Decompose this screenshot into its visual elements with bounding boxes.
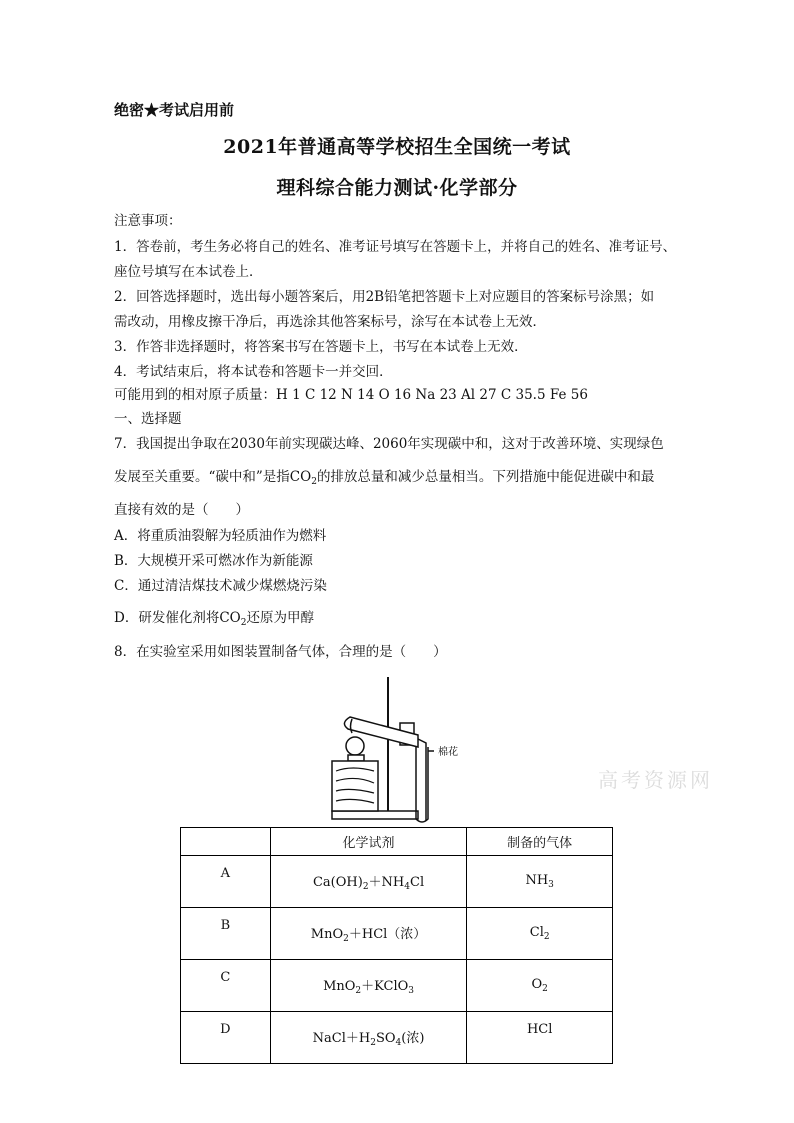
reagent-part: Ca(OH) xyxy=(312,875,363,890)
reagent-sub: 2 xyxy=(355,986,362,996)
atomic-masses: 可能用到的相对原子质量：H 1 C 12 N 14 O 16 Na 23 Al 27 C 35.5 Fe 56 xyxy=(114,387,588,403)
q8-stem: 8．在实验室采用如图装置制备气体，合理的是（ ） xyxy=(114,644,447,660)
gas-sub: 3 xyxy=(548,880,554,890)
reagent-part: Cl xyxy=(410,875,425,890)
reagent-part: SO xyxy=(375,1031,396,1046)
exam-subtitle: 理科综合能力测试·化学部分 xyxy=(276,177,518,199)
notice-item-1-line-1: 1．答卷前，考生务必将自己的姓名、准考证号填写在答题卡上，并将自己的姓名、准考证号、 xyxy=(114,239,677,255)
table-row xyxy=(181,908,613,960)
gas-part: Cl xyxy=(529,925,544,940)
q7-option-d-b: 还原为甲醇 xyxy=(246,610,314,626)
notice-item-2-line-2: 需改动，用橡皮擦干净后，再选涂其他答案标号，涂写在本试卷上无效． xyxy=(114,314,546,330)
table-row xyxy=(181,1012,613,1064)
table-header-gas: 制备的气体 xyxy=(467,828,613,856)
table-row xyxy=(181,856,613,908)
notice-item-3: 3．作答非选择题时，将答案书写在答题卡上，书写在本试卷上无效． xyxy=(114,339,528,355)
secret-label: 绝密★考试启用前 xyxy=(114,101,235,119)
q7-line-1: 7．我国提出争取在2030年前实现碳达峰、2060年实现碳中和，这对于改善环境、实现绿色 xyxy=(114,436,664,452)
table-header-reagent: 化学试剂 xyxy=(270,828,467,856)
delivery-tube xyxy=(418,739,426,821)
exam-title: 2021年普通高等学校招生全国统一考试 xyxy=(223,136,571,158)
row-label-c: C xyxy=(181,960,271,1012)
cotton-label: 棉花 xyxy=(438,747,458,758)
row-gas-a xyxy=(467,856,613,908)
q7-line-2-sub: 2 xyxy=(311,477,317,487)
table-header-blank xyxy=(181,828,271,856)
row-label-a: A xyxy=(181,856,271,908)
reagent-part: MnO xyxy=(310,927,344,942)
row-gas-d xyxy=(467,1012,613,1064)
q7-option-a: A．将重质油裂解为轻质油作为燃料 xyxy=(114,528,327,544)
notice-heading: 注意事项： xyxy=(114,213,182,229)
alcohol-lamp xyxy=(346,737,364,755)
notice-item-1-line-2: 座位号填写在本试卷上． xyxy=(114,264,263,280)
q7-option-d-a: D．研发催化剂将CO xyxy=(114,610,241,626)
q7-option-d-sub: 2 xyxy=(240,618,247,628)
q7-option-c: C．通过清洁煤技术减少煤燃烧污染 xyxy=(114,578,327,594)
reagent-sub: 4 xyxy=(395,1038,402,1048)
reagent-part: (浓) xyxy=(401,1031,425,1046)
row-reagent-b xyxy=(270,908,467,960)
reagent-part: NaCl＋H xyxy=(312,1031,371,1046)
reagent-table xyxy=(180,827,613,1064)
gas-part: HCl xyxy=(526,1022,553,1037)
q7-line-2 xyxy=(114,465,654,487)
reagent-part: ＋HCl（浓） xyxy=(348,927,427,942)
reagent-part: ＋KClO xyxy=(361,979,409,994)
notice-item-2-line-1: 2．回答选择题时，选出每小题答案后，用2B铅笔把答题卡上对应题目的答案标号涂黑；如 xyxy=(114,289,655,305)
q7-option-d xyxy=(114,606,314,628)
row-reagent-c xyxy=(270,960,467,1012)
row-label-d: D xyxy=(181,1012,271,1064)
watermark: 高考资源网 xyxy=(598,768,713,792)
gas-part: NH xyxy=(525,873,549,888)
stand-base xyxy=(332,811,418,819)
row-gas-b xyxy=(467,908,613,960)
notice-item-4: 4．考试结束后，将本试卷和答题卡一并交回． xyxy=(114,364,393,380)
table-row xyxy=(181,960,613,1012)
gas-part: O xyxy=(531,977,543,992)
reagent-sub: 3 xyxy=(408,986,415,996)
apparatus-figure xyxy=(322,673,482,825)
reagent-part: ＋NH xyxy=(368,875,405,890)
gas-sub: 2 xyxy=(542,984,548,994)
reagent-sub: 2 xyxy=(370,1038,376,1048)
q7-option-b: B．大规模开采可燃冰作为新能源 xyxy=(114,553,313,569)
row-reagent-a xyxy=(270,856,467,908)
section-heading: 一、选择题 xyxy=(114,411,182,427)
row-reagent-d xyxy=(270,1012,467,1064)
row-gas-c xyxy=(467,960,613,1012)
reagent-sub: 2 xyxy=(362,882,369,892)
table-header-row xyxy=(181,828,613,856)
q7-line-2-a: 发展至关重要。“碳中和”是指CO xyxy=(114,469,312,485)
reagent-sub: 4 xyxy=(404,882,410,892)
reagent-sub: 2 xyxy=(343,934,349,944)
gas-sub: 2 xyxy=(543,932,550,942)
row-label-b: B xyxy=(181,908,271,960)
q7-line-3: 直接有效的是（ ） xyxy=(114,502,249,518)
reagent-part: MnO xyxy=(323,979,356,994)
q7-line-2-b: 的排放总量和减少总量相当。下列措施中能促进碳中和最 xyxy=(316,469,655,485)
